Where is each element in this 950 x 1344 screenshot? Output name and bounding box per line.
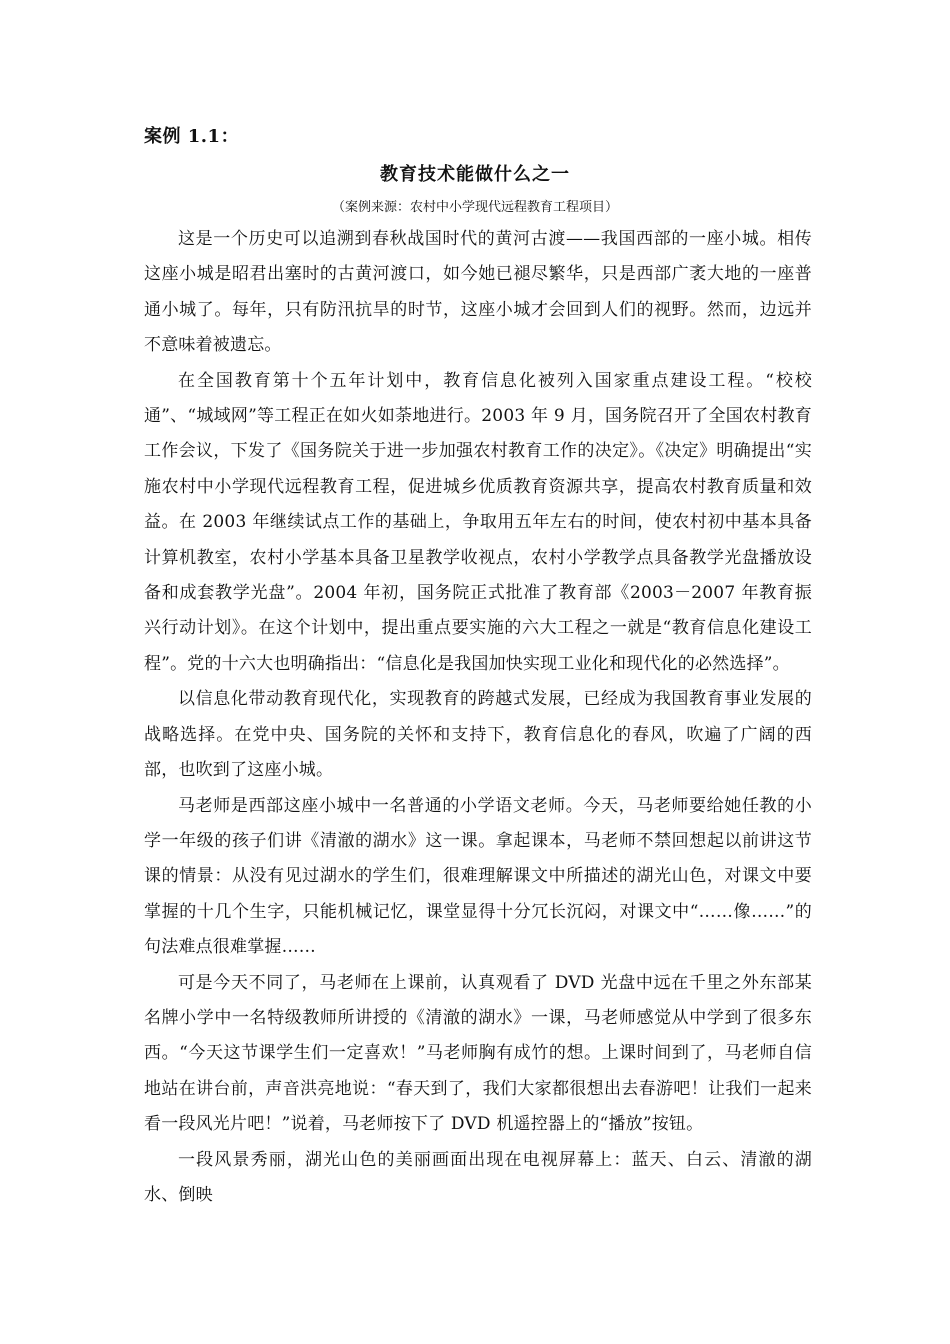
case-source-note: （案例来源：农村中小学现代远程教育工程项目） xyxy=(331,200,618,215)
paragraph: 一段风景秀丽，湖光山色的美丽画面出现在电视屏幕上：蓝天、白云、清澈的湖水、倒映 xyxy=(144,1149,812,1205)
paragraph: 这是一个历史可以追溯到春秋战国时代的黄河古渡——我国西部的一座小城。相传这座小城是昭君出塞时的古黄河渡口，如今她已褪尽繁华，只是西部广袤大地的一座普通小城了。每年，只有防汛抗旱的时节，这座小城才会回到人们的视野。然而，边远并不意味着被遗忘。 xyxy=(144,229,812,356)
paragraph: 在全国教育第十个五年计划中，教育信息化被列入国家重点建设工程。“校校通”、“城域网”等工程正在如火如荼地进行。2003 年 9 月，国务院召开了全国农村教育工作会议，下发了《国务院关于进一步加强农村教育工作的决定》。《决定》明确提出“实施农村中小学现代远程教育工程，促进城乡优质教育资源共享，提高农村教育质量和效益。在 2003 年继续试点工作的基础上，争取用五年左右的时间，使农村初中基本具备计算机教室，农村小学基本具备卫星教学收视点，农村小学教学点具备教学光盘播放设备和成套教学光盘”。2004 年初，国务院正式批准了教育部《2003－2007 年教育振兴行动计划》。在这个计划中，提出重点要实施的六大工程之一就是“教育信息化建设工程”。党的十六大也明确指出：“信息化是我国加快实现工业化和现代化的必然选择”。 xyxy=(144,370,812,674)
paragraph: 马老师是西部这座小城中一名普通的小学语文老师。今天，马老师要给她任教的小学一年级的孩子们讲《清澈的湖水》这一课。拿起课本，马老师不禁回想起以前讲这节课的情景：从没有见过湖水的学生们，很难理解课文中所描述的湖光山色，对课文中要掌握的十几个生字，只能机械记忆，课堂显得十分冗长沉闷，对课文中“……像……”的句法难点很难掌握…… xyxy=(144,795,812,958)
document-title: 教育技术能做什么之一 xyxy=(380,164,570,185)
document-body xyxy=(144,222,812,1213)
paragraph: 以信息化带动教育现代化，实现教育的跨越式发展，已经成为我国教育事业发展的战略选择。在党中央、国务院的关怀和支持下，教育信息化的春风，吹遍了广阔的西部，也吹到了这座小城。 xyxy=(144,689,812,781)
case-label: 案例 1.1： xyxy=(144,126,240,147)
paragraph: 可是今天不同了，马老师在上课前，认真观看了 DVD 光盘中远在千里之外东部某名牌小学中一名特级教师所讲授的《清澈的湖水》一课，马老师感觉从中学到了很多东西。“今天这节课学生们一定喜欢！”马老师胸有成竹的想。上课时间到了，马老师自信地站在讲台前，声音洪亮地说：“春天到了，我们大家都很想出去春游吧！让我们一起来看一段风光片吧！”说着，马老师按下了 DVD 机遥控器上的“播放”按钮。 xyxy=(144,972,812,1135)
